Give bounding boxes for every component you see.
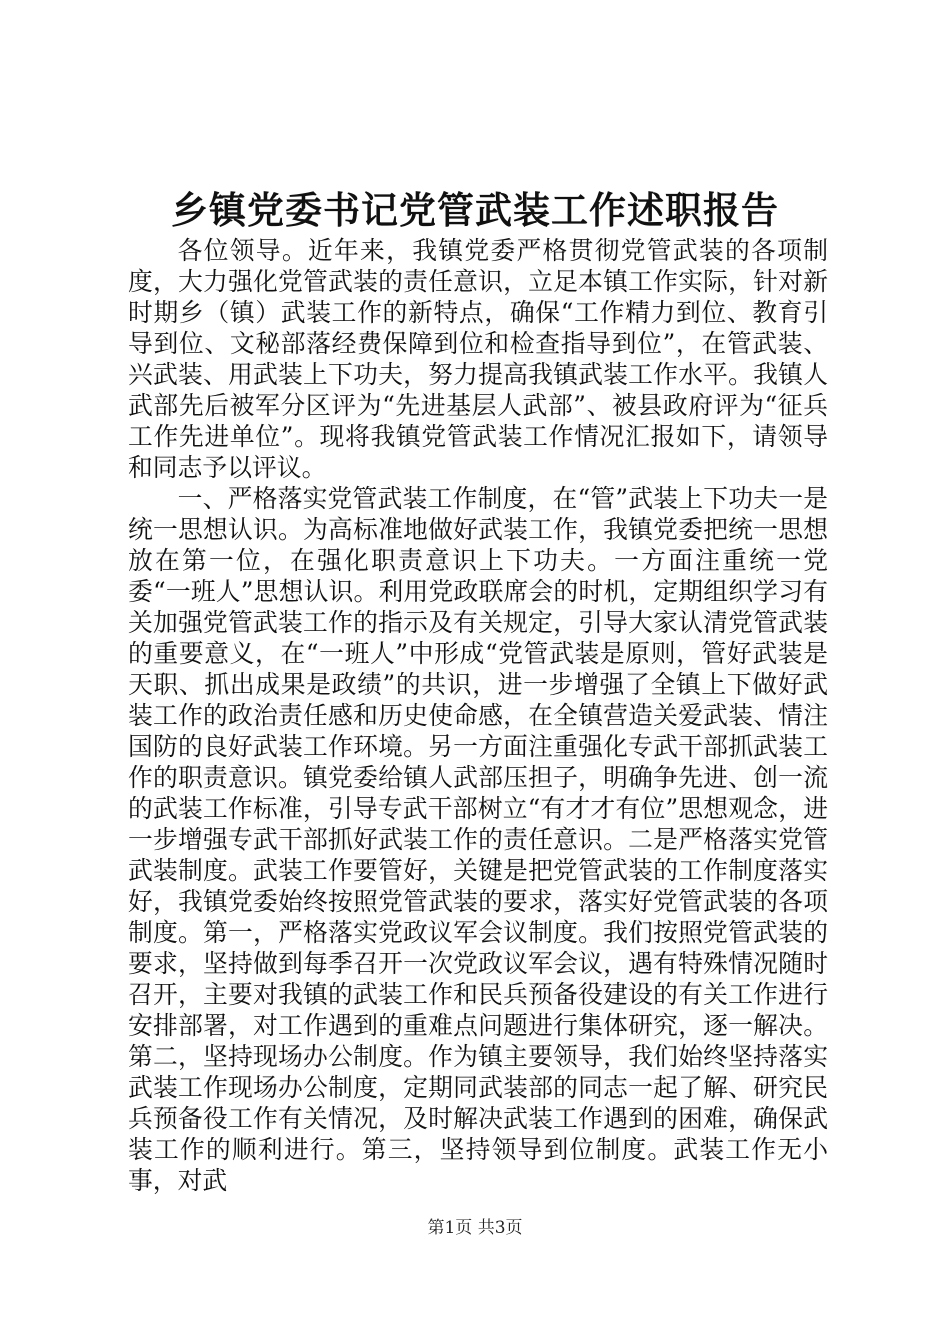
paragraph-section-one: 一、严格落实党管武装工作制度，在“管”武装上下功夫一是统一思想认识。为高标准地做好武装工作，我镇党委把统一思想放在第一位，在强化职责意识上下功夫。一方面注重统一党委“一班人”思想认识。利用党政联席会的时机，定期组织学习有关加强党管武装工作的指示及有关规定，引导大家认清党管武装的重要意义，在“一班人”中形成“党管武装是原则，管好武装是天职、抓出成果是政绩”的共识，进一步增强了全镇上下做好武装工作的政治责任感和历史使命感，在全镇营造关爱武装、情注国防的良好武装工作环境。另一方面注重强化专武干部抓武装工作的职责意识。镇党委给镇人武部压担子，明确争先进、创一流的武装工作标准，引导专武干部树立“有才才有位”思想观念，进一步增强专武干部抓好武装工作的责任意识。二是严格落实党管武装制度。武装工作要管好，关键是把党管武装的工作制度落实好，我镇党委始终按照党管武装的要求，落实好党管武装的各项制度。第一，严格落实党政议军会议制度。我们按照党管武装的要求，坚持做到每季召开一次党政议军会议，遇有特殊情况随时召开，主要对我镇的武装工作和民兵预备役建设的有关工作进行安排部署，对工作遇到的重难点问题进行集体研究，逐一解决。第二，坚持现场办公制度。作为镇主要领导，我们始终坚持落实武装工作现场办公制度，定期同武装部的同志一起了解、研究民兵预备役工作有关情况，及时解决武装工作遇到的困难，确保武装工作的顺利进行。第三，坚持领导到位制度。武装工作无小事，对武 (128, 484, 828, 1195)
document-title: 乡镇党委书记党管武装工作述职报告 (171, 188, 779, 232)
document-body (128, 235, 828, 1196)
paragraph-intro: 各位领导。近年来，我镇党委严格贯彻党管武装的各项制度，大力强化党管武装的责任意识，立足本镇工作实际，针对新时期乡（镇）武装工作的新特点，确保“工作精力到位、教育引导到位、文秘部落经费保障到位和检查指导到位”，在管武装、兴武装、用武装上下功夫，努力提高我镇武装工作水平。我镇人武部先后被军分区评为“先进基层人武部”、被县政府评为“征兵工作先进单位”。现将我镇党管武装工作情况汇报如下，请领导和同志予以评议。 (128, 236, 828, 482)
page-footer: 第1页 共3页 (427, 1218, 523, 1238)
